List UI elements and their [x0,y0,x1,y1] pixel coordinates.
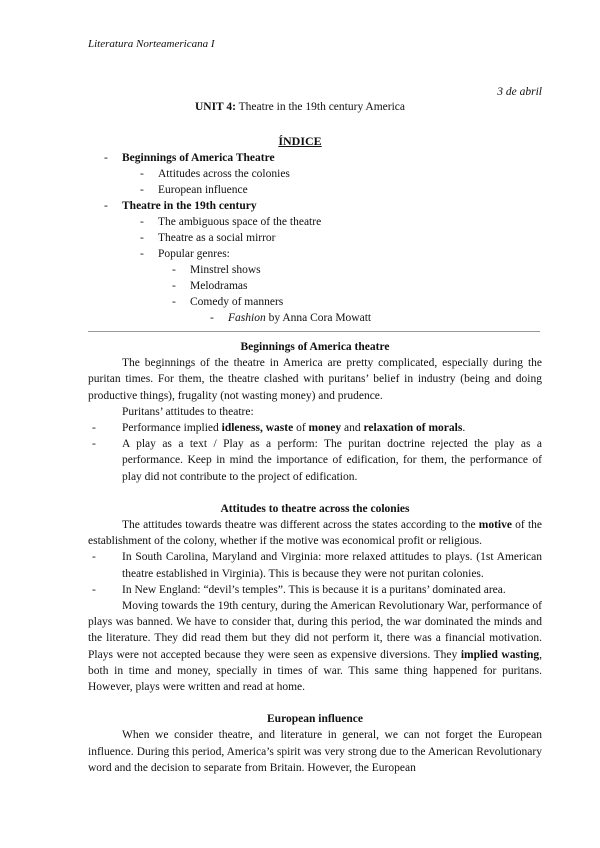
toc-item: - Attitudes across the colonies [140,168,290,180]
paragraph: When we consider theatre, and literature in general, we can not forget the European influence. During this period, America’s spirit was very strong due to the American Revolutionary word and the decision to separate from Britain. However, the European [88,729,542,774]
unit-label: UNIT 4: [194,101,236,113]
toc-item: - European influence [140,184,248,196]
page-header: Literatura Norteamericana I [88,38,215,50]
date: 3 de abril [497,86,542,98]
paragraph: The attitudes towards theatre was different across the states according to the motive of the establishment of the colony, whether if the motive was economical profit or religious. [88,519,542,548]
toc-item: - Minstrel shows [172,264,261,276]
index-title: ÍNDICE [278,134,322,148]
list-item: - A play as a text / Play as a perform: The puritan doctrine rejected the play as a performance. Keep in mind the importance of edification, for them, the performance of play did not contribute to the project of edification. [88,436,542,485]
list-item: - In South Carolina, Maryland and Virginia: more relaxed attitudes to plays. (1st American theatre established in Virginia). This is because they were not puritan colonies. [88,549,542,581]
list-item: - Performance implied idleness, waste of money and relaxation of morals. [88,420,542,436]
unit-name: Theatre in the 19th century America [238,101,406,113]
paragraph: Moving towards the 19th century, during the American Revolutionary War, performance of plays was banned. We have to consider that, during this period, the war dominated the minds and the literature. They did read them but they did not perform it, there was a financial motivation. Plays were not accepted because they were seen as expensive diversions. They implied wasting, both in time and money, specially in times of war. This same thing happened for puritans. However, plays were written and read at home. [88,600,542,694]
toc-item: - Melodramas [172,280,248,292]
section-divider [88,331,540,332]
toc-item: - Theatre in the 19th century [104,200,257,212]
toc-item: - Popular genres: [140,248,230,260]
list-item: - In New England: “devil’s temples”. This is because it is a puritans’ dominated area. [88,582,542,598]
unit-title [0,101,600,113]
toc-item: - Theatre as a social mirror [140,232,276,244]
bullet-list [88,549,542,598]
section-heading: European influence [267,713,363,726]
section-heading: Attitudes to theatre across the colonies [220,502,410,515]
document-body [88,339,542,776]
toc-item: - Comedy of manners [172,296,284,308]
bullet-list [88,420,542,485]
toc-item: - Fashion by Anna Cora Mowatt [210,312,372,324]
toc-item: - Beginnings of America Theatre [104,152,275,164]
toc-item: - The ambiguous space of the theatre [140,216,322,228]
section-heading: Beginnings of America theatre [240,341,390,353]
paragraph: Puritans’ attitudes to theatre: [122,405,254,418]
paragraph: The beginnings of the theatre in America are pretty complicated, especially during the puritan times. For them, the theatre clashed with puritans’ belief in industry (being and doing productive things), frugality (not wasting money) and prudence. [88,357,542,402]
